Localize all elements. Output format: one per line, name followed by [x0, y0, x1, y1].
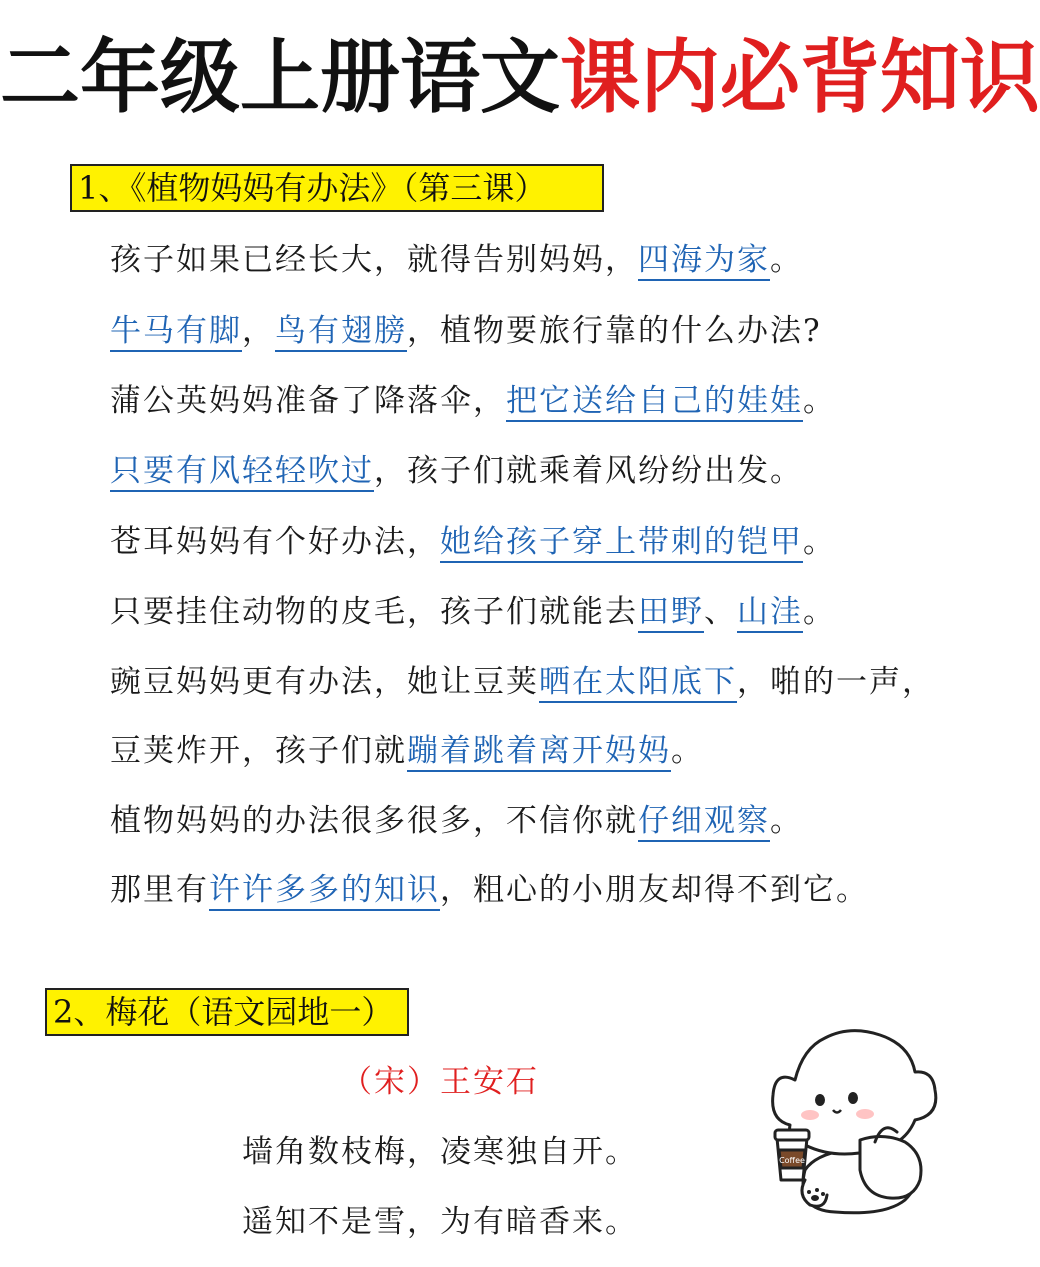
text-segment: 只要挂住动物的皮毛，孩子们就能去: [110, 594, 638, 630]
key-phrase: 山洼: [737, 594, 803, 633]
page-title: [0, 28, 1040, 128]
poem-line-1: 墙角数枝梅，凌寒独自开。: [242, 1134, 638, 1170]
text-line: [110, 240, 803, 280]
text-line: [110, 592, 836, 632]
text-line: [110, 522, 836, 562]
text-segment: 豌豆妈妈更有办法，她让豆荚: [110, 664, 539, 700]
key-phrase: 四海为家: [638, 242, 770, 281]
cup-label: Coffee: [779, 1156, 805, 1165]
text-segment: 。: [803, 524, 836, 560]
text-segment: 那里有: [110, 872, 209, 908]
key-phrase: 牛马有脚: [110, 313, 242, 352]
section1-heading: 1、《植物妈妈有办法》（第三课）: [70, 164, 604, 212]
text-line: [110, 870, 869, 910]
text-segment: ，孩子们就乘着风纷纷出发。: [374, 453, 803, 489]
key-phrase: 只要有风轻轻吹过: [110, 453, 374, 492]
text-line: [110, 451, 803, 491]
text-segment: ，: [242, 313, 275, 349]
text-segment: 苍耳妈妈有个好办法，: [110, 524, 440, 560]
text-segment: 。: [770, 803, 803, 839]
text-segment: 孩子如果已经长大，就得告别妈妈，: [110, 242, 638, 278]
key-phrase: 鸟有翅膀: [275, 313, 407, 352]
key-phrase: 蹦着跳着离开妈妈: [407, 733, 671, 772]
text-line: [110, 662, 935, 702]
text-line: [110, 731, 704, 771]
text-segment: 蒲公英妈妈准备了降落伞，: [110, 383, 506, 419]
key-phrase: 晒在太阳底下: [539, 664, 737, 703]
text-segment: 。: [803, 383, 836, 419]
section2-heading: 2、梅花（语文园地一）: [45, 988, 409, 1036]
poem-author: （宋）王安石: [341, 1064, 539, 1100]
text-segment: 。: [770, 242, 803, 278]
title-part-red: 课内必背知识: [560, 31, 1040, 124]
text-segment: ，粗心的小朋友却得不到它。: [440, 872, 869, 908]
text-segment: 。: [803, 594, 836, 630]
text-line: [110, 311, 822, 351]
key-phrase: 许许多多的知识: [209, 872, 440, 911]
text-segment: 植物妈妈的办法很多很多，不信你就: [110, 803, 638, 839]
text-line: [110, 381, 836, 421]
text-line: [110, 801, 803, 841]
key-phrase: 仔细观察: [638, 803, 770, 842]
title-part-black: 二年级上册语文: [0, 31, 560, 124]
puppy-mascot-icon: [765, 1020, 945, 1220]
key-phrase: 把它送给自己的娃娃: [506, 383, 803, 422]
text-segment: 豆荚炸开，孩子们就: [110, 733, 407, 769]
text-segment: 。: [671, 733, 704, 769]
key-phrase: 田野: [638, 594, 704, 633]
text-segment: ，啪的一声，: [737, 664, 935, 700]
key-phrase: 她给孩子穿上带刺的铠甲: [440, 524, 803, 563]
text-segment: ，植物要旅行靠的什么办法?: [407, 313, 822, 349]
poem-line-2: 遥知不是雪，为有暗香来。: [242, 1204, 638, 1240]
text-segment: 、: [704, 594, 737, 630]
